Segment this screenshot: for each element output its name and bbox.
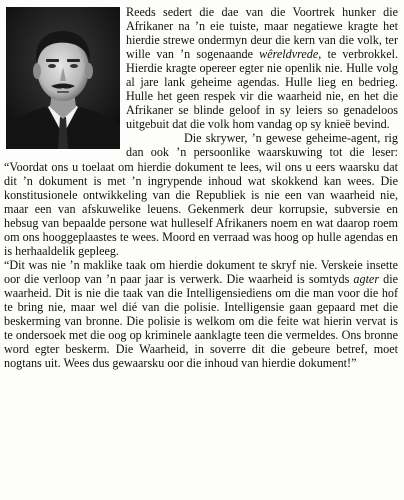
article-body — [4, 5, 398, 370]
emphasis-wereldvrede: wêreldvrede — [259, 47, 319, 62]
paragraph-warning: Die skrywer, ’n gewese geheime-agent, rig dan ook ’n persoonlike waarskuwing tot die leser: “Voordat ons u toelaat om hierdie dokument te lees, wil ons u eers waarsku dat dit ’n dokument is met ’n ingrypende inhoud wat skokkend kan wees. Die konstitusionele ontwikkeling van die Republiek is nie een van waarheid nie, maar een van afskuwelike leuens. Gekenmerk deur korrupsie, subversie en hebsug van bepaalde persone wat hulleself Afrikaners noem en wat daarop roem om ons hooggeplaastes te wees. Moord en verraad was hoog op hulle agendas en is herhaaldelik gepleeg. — [4, 131, 398, 258]
paragraph-quote: “Dit was nie ’n maklike taak om hierdie dokument te skryf nie. Verskeie insette oor die verloop van ’n paar jaar is verwerk. Die waarheid is somtyds agter die waarheid. Dit is nie die taak van die Intelligensiediens om die man voor die hof te bring nie, maar wel dié van die polisie. Intelligensie gaan gepaard met die beskerming van bronne. Die polisie is welkom om die feite wat hierin vervat is te ondersoek met die oog op kriminele aanklagte teen die vermeldes. Ons bronne word egter beskerm. Die Waarheid, in soverre dit die gebeure betref, moet nogtans uit. Wees dus gewaarsku oor die inhoud van hierdie dokument!” — [4, 257, 398, 371]
author-photo — [6, 7, 120, 149]
paragraph-intro: Reeds sedert die dae van die Voortrek hunker die Afrikaner na ’n eie tuiste, maar negatiewe kragte het hierdie strewe ondermyn deur die kern van die volk, ter wille van ’n sogenaande wêreldvrede, te verbrokkel. Hierdie kragte opereer egter nie openlik nie. Hulle volg al jare lank geheime agendas. Hulle lieg en bedrieg. Hulle het geen respek vir die waarheid nie, en het die Afrikaner se blinde geloof in sy leiers so genadeloos uitgebuit dat die volk hom vandag op sy knieë bevind. — [126, 5, 398, 132]
emphasis-agter: agter — [353, 271, 380, 286]
